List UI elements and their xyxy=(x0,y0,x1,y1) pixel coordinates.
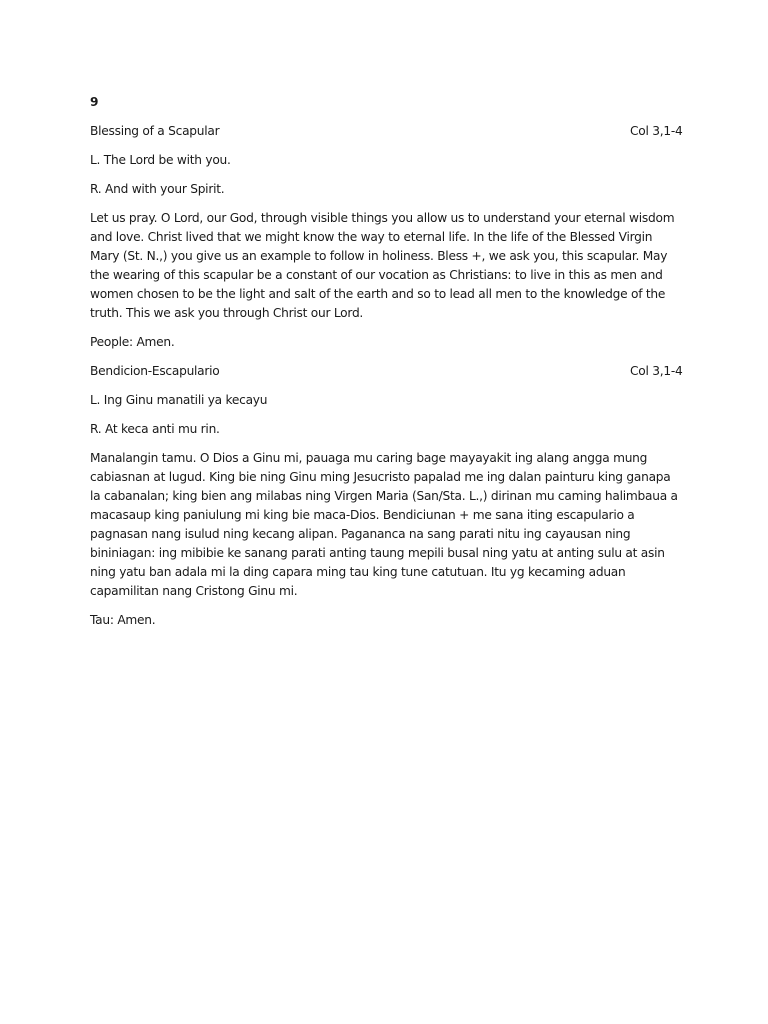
page-number: 9 xyxy=(90,95,99,109)
bendicion-title: Bendicion-Escapulario xyxy=(90,364,220,378)
blessing-prayer: Let us pray. O Lord, our God, through visible things you allow us to understand your eternal wisdom and love. Christ lived that we might know the way to eternal life. In the life of the Blessed Virgin Mary (St. N.,) you give us an example to follow in holiness. Bless +, we ask you, this scapular. May the wearing of this scapular be a constant of our vocation as Christians: to live in this as men and women chosen to be the light and salt of the earth and so to lead all men to the knowledge of the truth. This we ask you through Christ our Lord. xyxy=(90,211,675,320)
document-page xyxy=(90,93,682,640)
people-response: People: Amen. xyxy=(90,335,175,349)
bendicion-prayer: Manalangin tamu. O Dios a Ginu mi, pauaga mu caring bage mayayakit ing alang angga mung cabiasnan at lugud. King bie ning Ginu ming Jesucristo papalad me ing dalan painturu king ganapa la cabanalan; king bien ang milabas ning Virgen Maria (San/Sta. L.,) dirinan mu caming halimbaua a macasaup king paniulung mi king bie maca-Dios. Bendiciunan + me sana iting escapulario a pagnasan nang isulud ning kecang alipan. Pagananca na sang parati nitu ing cayausan ning bininiagan: ing mibibie ke sanang parati anting taung mepili busal ning yatu at anting sulu at asin ning yatu ban adala mi la ding capara ming tau king tune catutuan. Itu yg kecaming aduan capamilitan nang Cristong Ginu mi. xyxy=(90,451,678,598)
bendicion-title-row xyxy=(90,362,682,381)
scripture-reference: Col 3,1-4 xyxy=(630,364,683,378)
blessing-title-row xyxy=(90,122,682,141)
people-response: Tau: Amen. xyxy=(90,613,156,627)
response-greeting: R. And with your Spirit. xyxy=(90,182,225,196)
blessing-title: Blessing of a Scapular xyxy=(90,124,220,138)
response-greeting: R. At keca anti mu rin. xyxy=(90,422,220,436)
leader-greeting: L. The Lord be with you. xyxy=(90,153,231,167)
scripture-reference: Col 3,1-4 xyxy=(630,124,683,138)
leader-greeting: L. Ing Ginu manatili ya kecayu xyxy=(90,393,268,407)
